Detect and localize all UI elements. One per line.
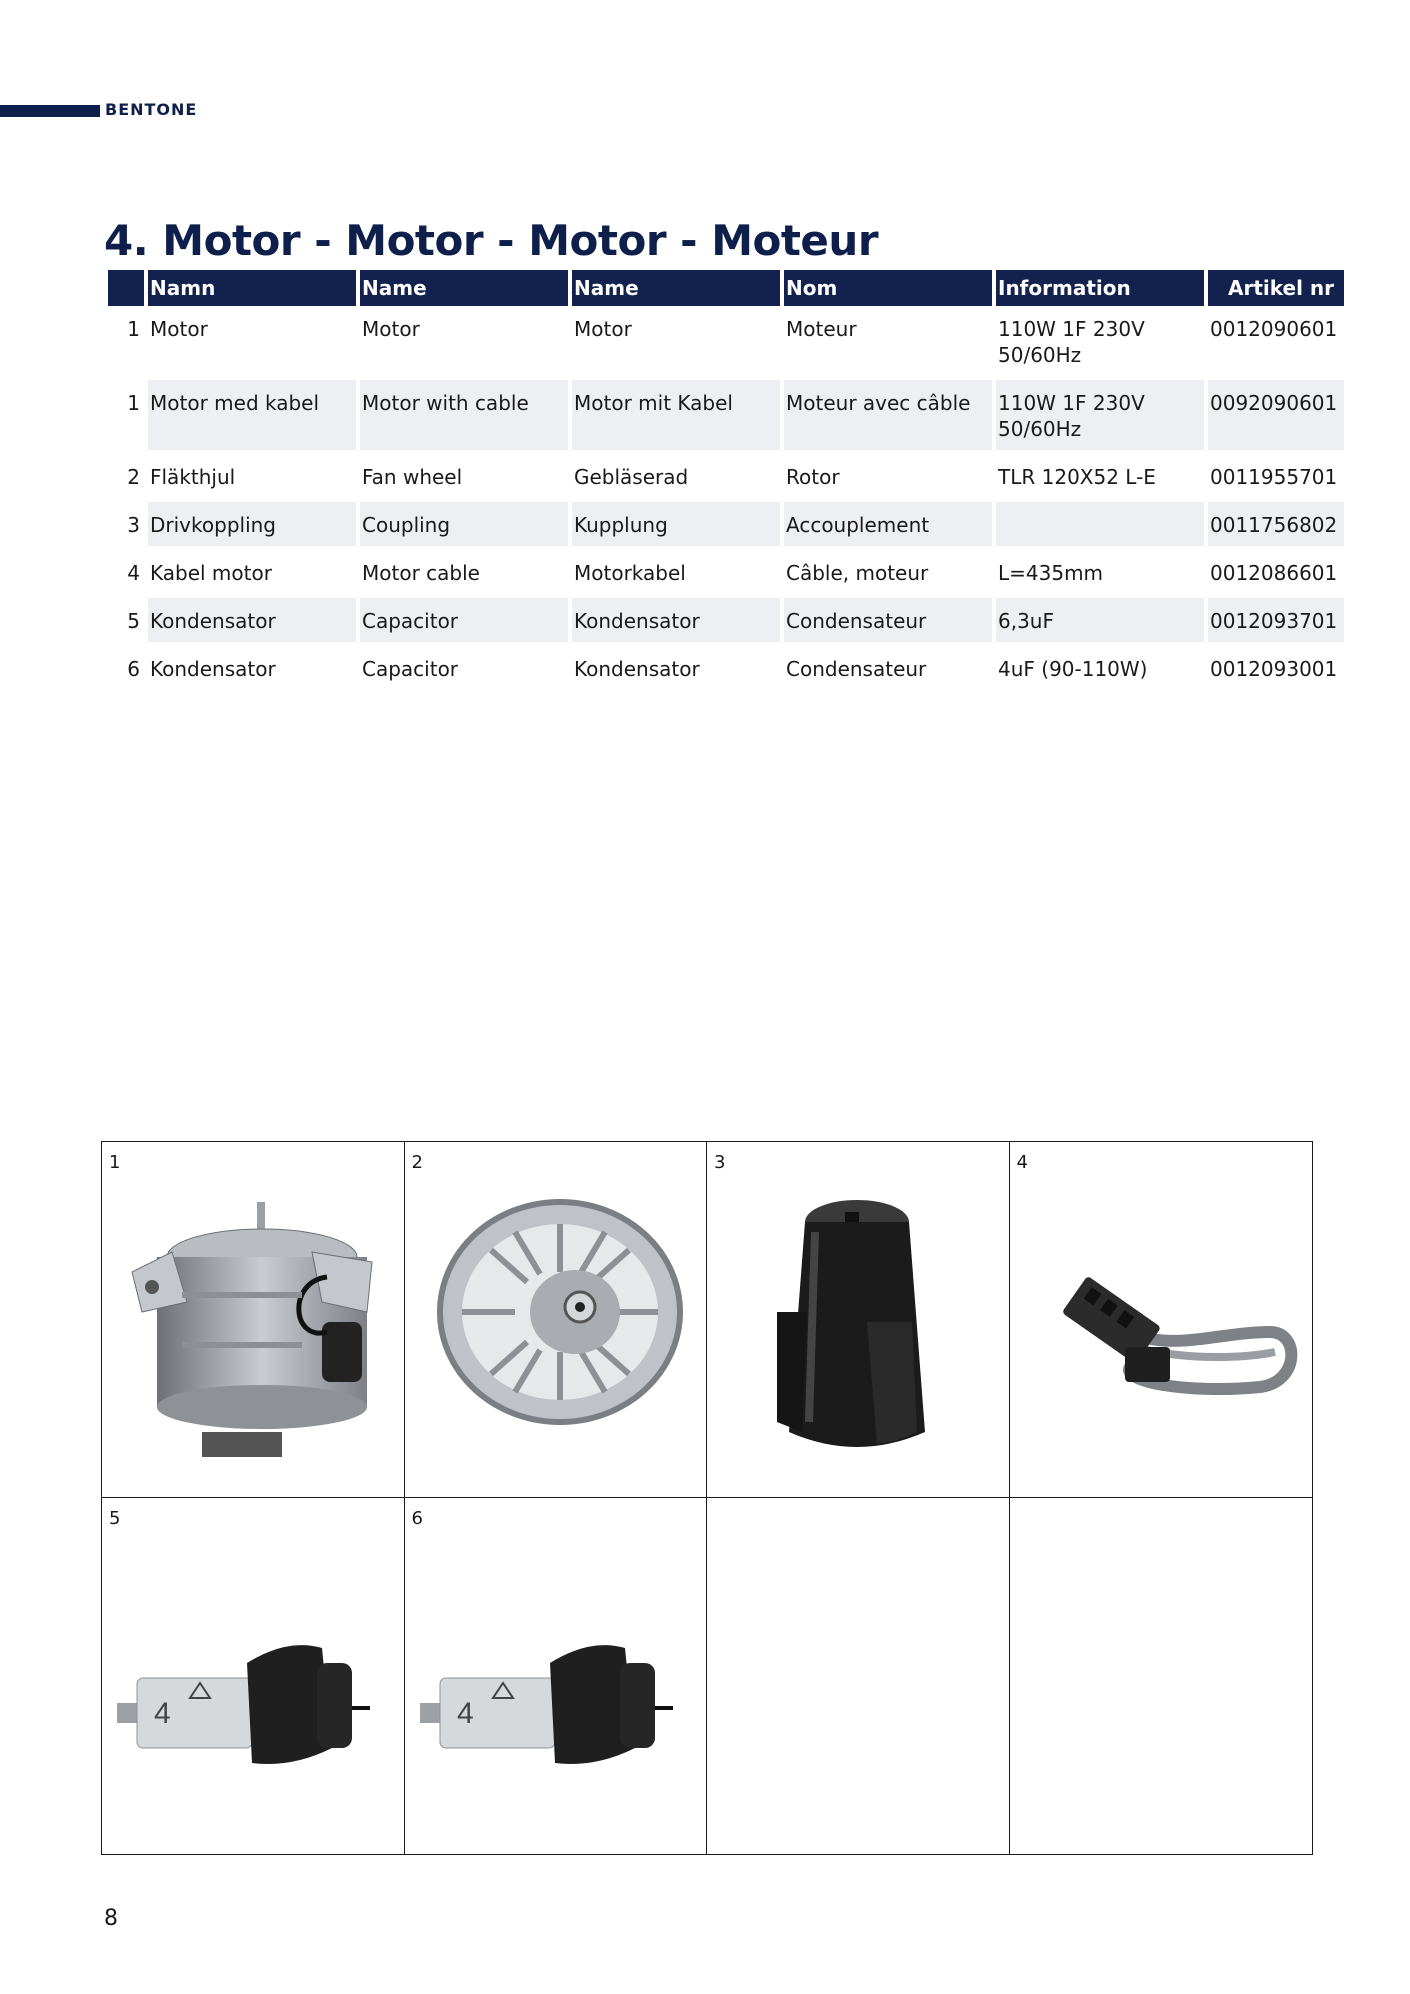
info-line-1: 110W 1F 230V xyxy=(998,391,1145,415)
brand-name: BENTONE xyxy=(105,100,198,119)
photo-label: 3 xyxy=(714,1152,726,1173)
capacitor-photo xyxy=(112,1538,392,1838)
empty-photo-cell xyxy=(707,1498,1010,1854)
motor-photo xyxy=(112,1182,392,1482)
header-namn: Namn xyxy=(148,270,356,306)
info-line-2: 50/60Hz xyxy=(998,417,1082,441)
cell-name-en: Motor xyxy=(362,317,420,341)
brand-bar xyxy=(0,105,100,117)
table-row xyxy=(108,646,1344,690)
cell-name-de: Kondensator xyxy=(572,598,780,642)
table-row xyxy=(108,502,1344,546)
page-title: 4. Motor - Motor - Motor - Moteur xyxy=(104,216,879,265)
svg-text:4: 4 xyxy=(456,1697,474,1730)
cell-namn: Fläkthjul xyxy=(150,465,236,489)
photo-label: 5 xyxy=(109,1508,121,1529)
cell-nom: Condensateur xyxy=(784,598,992,642)
cell-name-en: Capacitor xyxy=(362,657,459,681)
cell-name-de: Kupplung xyxy=(572,502,780,546)
page-number: 8 xyxy=(104,1906,118,1931)
cell-namn: Kabel motor xyxy=(150,561,272,585)
header-name-de: Name xyxy=(572,270,780,306)
cell-namn: Kondensator xyxy=(150,657,276,681)
cell-artikel-nr: 0012093701 xyxy=(1208,598,1344,642)
cell-name-en: Motor with cable xyxy=(360,380,568,450)
cell-name-de: Motor xyxy=(574,317,632,341)
photo-cell xyxy=(405,1498,708,1854)
empty-photo-cell xyxy=(1010,1498,1313,1854)
cell-artikel-nr: 0012086601 xyxy=(1210,561,1338,585)
cell-information xyxy=(996,502,1204,546)
info-line-2: 50/60Hz xyxy=(998,343,1082,367)
header-artikel-nr: Artikel nr xyxy=(1208,270,1344,306)
cell-information xyxy=(996,306,1204,376)
cell-namn: Motor med kabel xyxy=(148,380,356,450)
cell-nom: Condensateur xyxy=(786,657,927,681)
cell-nom: Câble, moteur xyxy=(786,561,929,585)
cell-namn: Drivkoppling xyxy=(148,502,356,546)
photo-label: 4 xyxy=(1016,1152,1028,1173)
cell-name-de: Motor mit Kabel xyxy=(572,380,780,450)
row-number: 1 xyxy=(127,317,140,341)
cell-name-de: Gebläserad xyxy=(574,465,689,489)
cell-artikel-nr: 0011955701 xyxy=(1210,465,1338,489)
header-information: Information xyxy=(996,270,1204,306)
cell-namn: Kondensator xyxy=(148,598,356,642)
cell-name-en: Capacitor xyxy=(360,598,568,642)
row-number: 1 xyxy=(127,391,140,415)
table-row xyxy=(108,454,1344,498)
info-line-1: 110W 1F 230V xyxy=(998,317,1145,341)
table-header-row xyxy=(108,270,1344,306)
svg-text:4: 4 xyxy=(154,1697,171,1730)
cell-artikel-nr: 0011756802 xyxy=(1208,502,1344,546)
cell-artikel-nr: 0012093001 xyxy=(1210,657,1338,681)
photo-cell xyxy=(102,1498,405,1854)
row-number: 6 xyxy=(127,657,140,681)
header-number xyxy=(108,270,144,306)
photo-label: 2 xyxy=(411,1152,423,1173)
header-name-en: Name xyxy=(360,270,568,306)
photo-label: 1 xyxy=(109,1152,121,1173)
cell-name-en: Motor cable xyxy=(362,561,480,585)
photo-cell xyxy=(1010,1142,1313,1498)
photo-cell xyxy=(405,1142,708,1498)
photo-cell xyxy=(102,1142,405,1498)
cell-information: L=435mm xyxy=(998,561,1104,585)
row-number: 3 xyxy=(127,513,140,537)
cell-artikel-nr: 0012090601 xyxy=(1210,317,1338,341)
motor-cable-photo xyxy=(1020,1182,1300,1482)
row-number: 2 xyxy=(127,465,140,489)
coupling-photo xyxy=(717,1182,997,1482)
table-row xyxy=(108,598,1344,642)
cell-information: TLR 120X52 L-E xyxy=(998,465,1156,489)
header-nom: Nom xyxy=(784,270,992,306)
capacitor-photo xyxy=(415,1538,695,1838)
cell-namn: Motor xyxy=(150,317,208,341)
photo-grid xyxy=(101,1141,1313,1855)
cell-name-en: Coupling xyxy=(360,502,568,546)
cell-nom: Moteur avec câble xyxy=(784,380,992,450)
cell-name-de: Kondensator xyxy=(574,657,700,681)
photo-label: 6 xyxy=(411,1508,423,1529)
cell-artikel-nr: 0092090601 xyxy=(1208,380,1344,450)
cell-information: 4uF (90-110W) xyxy=(998,657,1148,681)
cell-nom: Accouplement xyxy=(784,502,992,546)
table-row xyxy=(108,380,1344,450)
table-row xyxy=(108,550,1344,594)
cell-name-en: Fan wheel xyxy=(362,465,463,489)
cell-name-de: Motorkabel xyxy=(574,561,686,585)
cell-information xyxy=(996,380,1204,450)
table-row xyxy=(108,306,1344,376)
cell-nom: Rotor xyxy=(786,465,840,489)
photo-cell xyxy=(707,1142,1010,1498)
row-number: 4 xyxy=(127,561,140,585)
cell-nom: Moteur xyxy=(786,317,857,341)
row-number: 5 xyxy=(127,609,140,633)
parts-table xyxy=(104,270,1348,690)
cell-information: 6,3uF xyxy=(996,598,1204,642)
fan-wheel-photo xyxy=(415,1182,695,1482)
